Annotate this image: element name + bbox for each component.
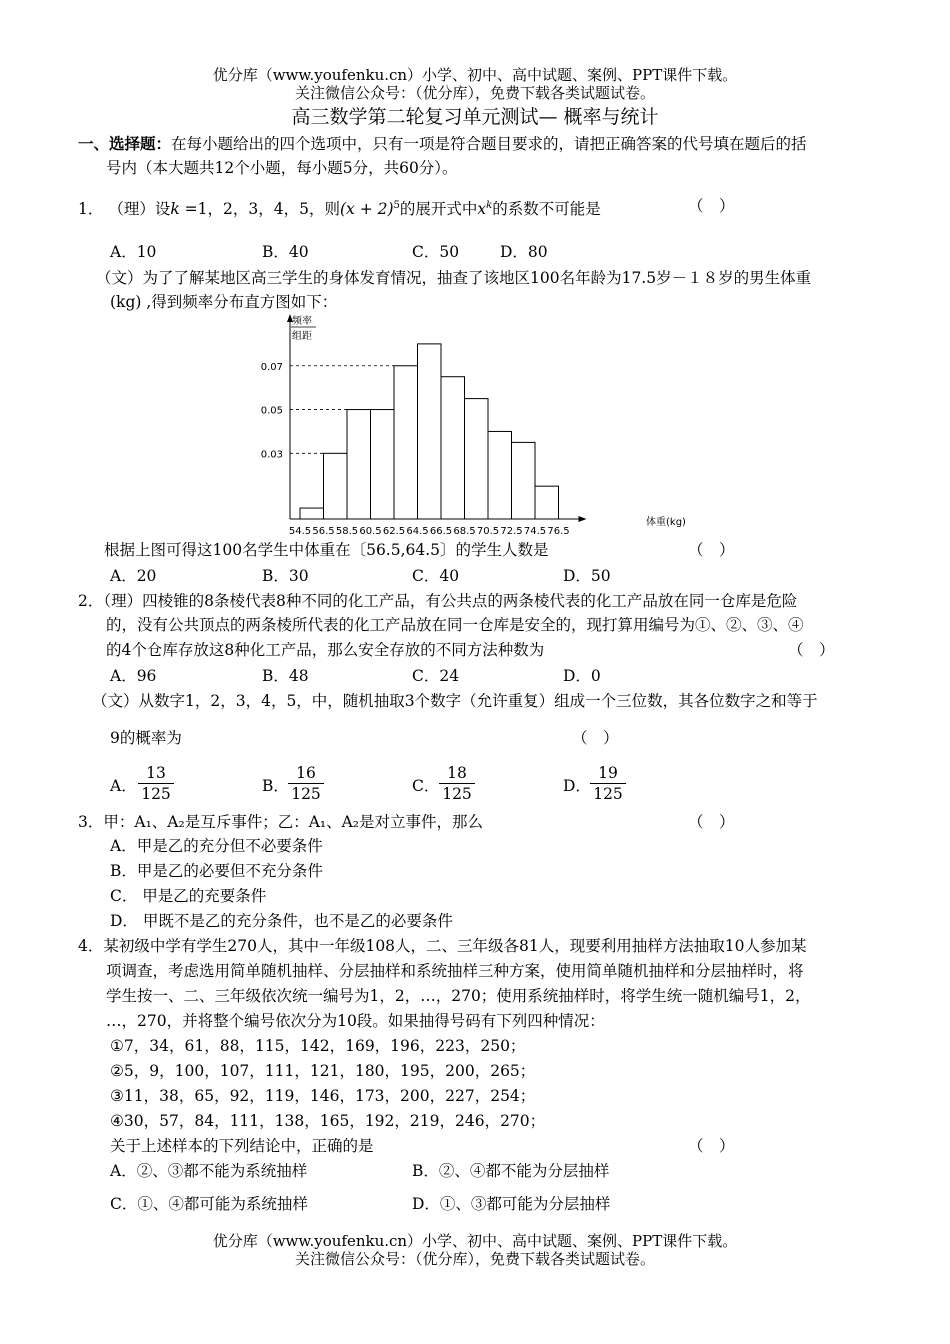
x-tick-label: 66.5 xyxy=(429,526,453,537)
option-c: C．①、④都可能为系统抽样 xyxy=(110,1195,308,1213)
case-4: ④30，57，84，111，138，165，192，219，246，270； xyxy=(110,1112,546,1130)
q1-mid: ，则 xyxy=(308,200,340,219)
answer-bracket: （ ） xyxy=(688,1137,735,1155)
question-2-line-2: 的，没有公共顶点的两条棱所代表的化工产品放在同一仓库是安全的，现打算用编号为①、②、③、④ xyxy=(106,616,804,634)
q3-text: 甲：A₁、A₂是互斥事件；乙：A₁、A₂是对立事件，那么 xyxy=(103,813,484,831)
option-c: C．40 xyxy=(412,567,460,585)
ylabel-bottom: 组距 xyxy=(292,331,312,342)
x-tick-label: 58.5 xyxy=(335,526,359,537)
frac-option-d xyxy=(590,764,626,803)
histogram-marks xyxy=(261,314,587,537)
option-a: A．甲是乙的充分但不必要条件 xyxy=(110,837,323,855)
histogram-bar xyxy=(347,410,371,519)
histogram-bar xyxy=(324,453,348,519)
option-d: D．①、③都可能为分层抽样 xyxy=(412,1195,611,1213)
option-b: B．30 xyxy=(262,567,309,585)
x-tick-label: 62.5 xyxy=(382,526,406,537)
case-3: ③11，38，65，92，119，146，173，200，227，254； xyxy=(110,1087,536,1105)
x-tick-label: 64.5 xyxy=(406,526,429,537)
answer-bracket: （ ） xyxy=(688,541,735,559)
question-4-line-4: …，270，并将整个编号依次分为10段。如果抽得号码有下列四种情况： xyxy=(106,1012,605,1030)
histogram-bar xyxy=(465,399,489,519)
histogram-bar xyxy=(418,344,442,519)
histogram-bar xyxy=(441,377,465,519)
question-number: 2． xyxy=(78,592,104,610)
question-4-line-3: 学生按一、二、三年级依次统一编号为1，2，…，270；使用系统抽样时，将学生统一随机编号1，2， xyxy=(106,987,811,1005)
q4-text-1: 某初级中学有学生270人，其中一年级108人，二、三年级各81人，现要利用抽样方法抽取10人参加某 xyxy=(103,937,807,955)
option-d: D．0 xyxy=(563,667,601,685)
q1-wen-line-2: (kg) ,得到频率分布直方图如下： xyxy=(110,293,338,311)
q4-question: 关于上述样本的下列结论中，正确的是 xyxy=(110,1137,374,1155)
ylabel-top: 频率 xyxy=(292,316,312,327)
x-tick-label: 56.5 xyxy=(312,526,335,537)
option-a: A．20 xyxy=(110,567,157,585)
option-a: A．96 xyxy=(110,667,157,685)
var-x-exp: k xyxy=(486,200,493,211)
x-tick-label: 68.5 xyxy=(453,526,476,537)
numerator: 19 xyxy=(590,764,626,784)
frac-option-c-label: C． xyxy=(412,777,440,795)
option-a: A．②、③都不能为系统抽样 xyxy=(110,1162,308,1180)
question-number: 4． xyxy=(78,937,104,955)
y-tick-label: 0.05 xyxy=(260,405,283,417)
answer-bracket: （ ） xyxy=(688,813,735,831)
x-tick-label: 60.5 xyxy=(359,526,382,537)
option-b: B．甲是乙的必要但不充分条件 xyxy=(110,862,323,880)
frac-option-a-label: A． xyxy=(110,777,137,795)
histogram-chart xyxy=(0,310,950,540)
answer-bracket: （ ） xyxy=(572,729,619,747)
histogram-bar xyxy=(488,431,512,519)
question-number: 1． xyxy=(78,200,104,219)
frac-option-b xyxy=(288,764,324,803)
frac-option-b-label: B． xyxy=(262,777,289,795)
q1-wen-line-1: （文）为了了解某地区高三学生的身体发育情况，抽查了该地区100名年龄为17.5岁－１８岁的男生体重 xyxy=(96,269,812,287)
answer-bracket: （ ） xyxy=(788,641,835,659)
histogram-bar xyxy=(512,442,536,519)
denominator: 125 xyxy=(141,785,171,803)
q1-wen-question: 根据上图可得这100名学生中体重在〔56.5,64.5〕的学生人数是 xyxy=(104,541,549,559)
option-c: C．50 xyxy=(412,243,460,261)
x-tick-label: 54.5 xyxy=(288,526,312,537)
question-2-line-1 xyxy=(78,591,797,611)
numerator: 18 xyxy=(439,764,475,784)
page-title: 高三数学第二轮复习单元测试— 概率与统计 xyxy=(291,106,659,128)
denominator: 125 xyxy=(593,785,623,803)
denominator: 125 xyxy=(291,785,321,803)
histogram-bar xyxy=(394,366,418,519)
frac-option-a xyxy=(138,764,174,803)
q1-after: 的展开式中 xyxy=(399,200,478,219)
denominator: 125 xyxy=(442,785,472,803)
x-axis-arrow xyxy=(579,516,587,522)
option-c: C．24 xyxy=(412,667,460,685)
option-c: C． 甲是乙的充要条件 xyxy=(110,887,267,905)
numerator: 13 xyxy=(138,764,174,784)
x-tick-label: 76.5 xyxy=(547,526,570,537)
option-a: A．10 xyxy=(110,243,157,261)
xlabel: 体重(kg) xyxy=(646,517,686,528)
exponent: 5 xyxy=(393,200,400,211)
y-tick-label: 0.03 xyxy=(260,449,283,461)
option-b: B．40 xyxy=(262,243,309,261)
q2-text-1: （理）四棱锥的8条棱代表8种不同的化工产品，有公共点的两条棱代表的化工产品放在同一仓库是危险 xyxy=(103,592,798,610)
frac-option-d-label: D． xyxy=(563,777,591,795)
question-4-line-2: 项调查，考虑选用简单随机抽样、分层抽样和系统抽样三种方案，使用简单随机抽样和分层抽样时，将 xyxy=(106,962,804,980)
x-tick-label: 74.5 xyxy=(523,526,547,537)
q2-wen-line-2: 9的概率为 xyxy=(110,729,182,747)
header-line-1: 优分库（www.youfenku.cn）小学、初中、高中试题、案例、PPT课件下载。 xyxy=(212,66,738,84)
histogram-bar xyxy=(300,508,324,519)
question-4-line-1 xyxy=(78,936,807,956)
q1-prefix: （理）设 xyxy=(108,200,171,219)
header-line-2: 关注微信公众号：（优分库），免费下载各类试题试卷。 xyxy=(294,84,655,102)
section-text-2: 号内（本大题共12个小题，每小题5分，共60分）。 xyxy=(106,159,458,177)
numerator: 16 xyxy=(288,764,324,784)
frac-option-c xyxy=(439,764,475,803)
case-2: ②5，9，100，107，111，121，180，195，200，265； xyxy=(110,1062,536,1080)
question-1-stem xyxy=(78,196,601,219)
option-b: B．48 xyxy=(262,667,309,685)
histogram-bar xyxy=(371,410,395,519)
var-x: x xyxy=(477,200,487,219)
answer-bracket: （ ） xyxy=(688,197,735,215)
case-1: ①7，34，61，88，115，142，169，196，223，250； xyxy=(110,1037,526,1055)
var-k: k xyxy=(170,200,180,219)
section-label: 一、选择题： xyxy=(78,134,172,153)
y-tick-label: 0.07 xyxy=(260,361,283,373)
histogram-bar xyxy=(535,486,559,519)
footer-line-1: 优分库（www.youfenku.cn）小学、初中、高中试题、案例、PPT课件下载。 xyxy=(212,1232,738,1250)
question-3-stem xyxy=(78,812,483,832)
expression: (x + 2) xyxy=(339,200,394,219)
x-tick-label: 70.5 xyxy=(476,526,500,537)
section-text-1: 在每小题给出的四个选项中，只有一项是符合题目要求的，请把正确答案的代号填在题后的括 xyxy=(171,135,807,153)
question-number: 3． xyxy=(78,813,104,831)
section-intro xyxy=(78,134,807,154)
footer-line-2: 关注微信公众号：（优分库），免费下载各类试题试卷。 xyxy=(294,1250,655,1268)
option-d: D．80 xyxy=(500,243,548,261)
q1-tail: 的系数不可能是 xyxy=(492,200,601,219)
option-d: D．50 xyxy=(563,567,611,585)
option-d: D． 甲既不是乙的充分条件，也不是乙的必要条件 xyxy=(110,912,453,930)
q2-wen-line-1: （文）从数字1，2，3，4，5，中，随机抽取3个数字（允许重复）组成一个三位数，其各位数字之和等于 xyxy=(92,692,818,710)
k-values: =1，2，3，4，5 xyxy=(179,200,309,219)
option-b: B．②、④都不能为分层抽样 xyxy=(412,1162,610,1180)
x-tick-label: 72.5 xyxy=(500,526,523,537)
question-2-line-3: 的4个仓库存放这8种化工产品，那么安全存放的不同方法种数为 xyxy=(106,641,545,659)
